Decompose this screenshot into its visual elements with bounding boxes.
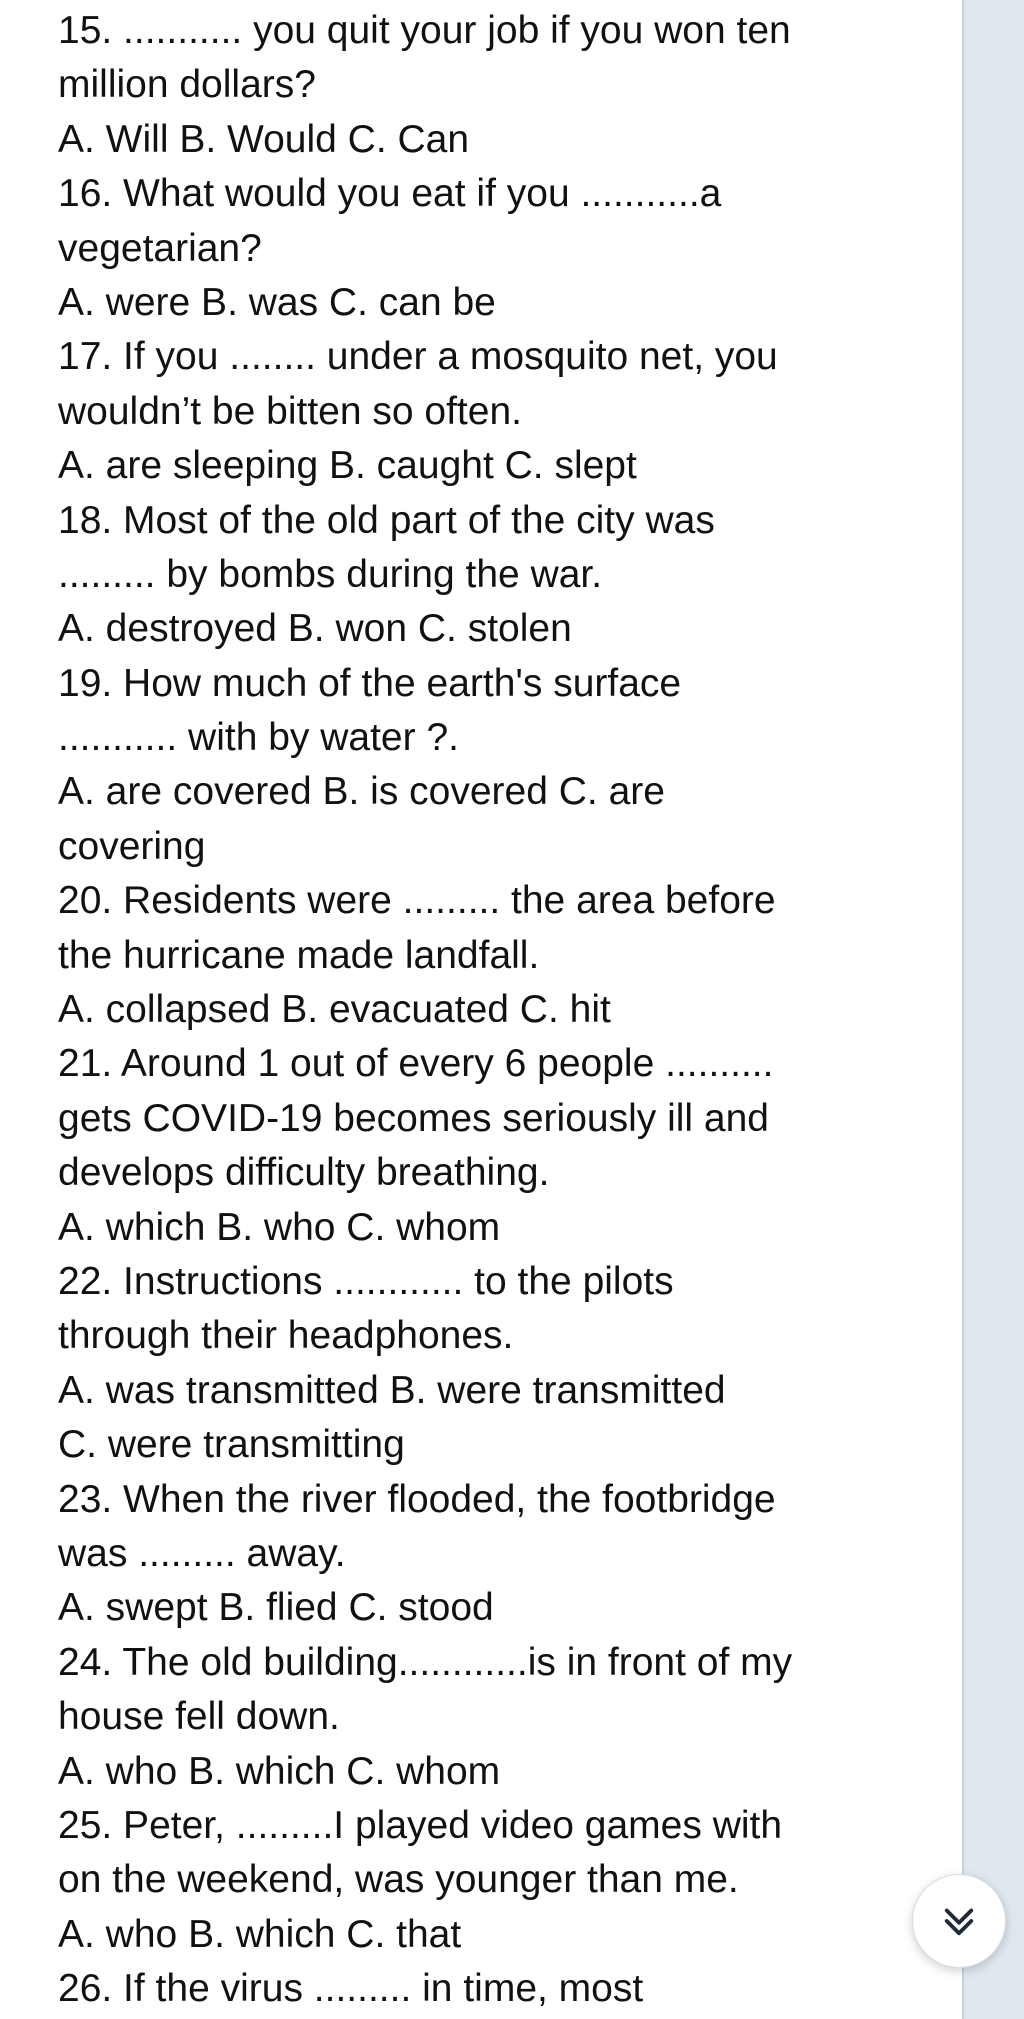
message-line: 15. ........... you quit your job if you won ten [58, 9, 791, 52]
message-line: A. swept B. flied C. stood [58, 1586, 494, 1630]
message-line: 20. Residents were ......... the area before [58, 879, 776, 923]
message-line: A. who B. which C. that [58, 1912, 462, 1956]
message-line: million dollars? [58, 63, 316, 107]
message-line: 19. How much of the earth's surface [58, 661, 682, 705]
message-line: through their headphones. [58, 1314, 514, 1358]
message-line: A. were B. was C. can be [58, 280, 496, 324]
double-chevron-down-icon [938, 1900, 980, 1942]
message-line: A. who B. which C. whom [58, 1749, 501, 1793]
message-line: A. collapsed B. evacuated C. hit [58, 988, 611, 1032]
message-line: A. was transmitted B. were transmitted [58, 1368, 726, 1412]
message-line: vegetarian? [58, 226, 262, 270]
message-line: 24. The old building............is in front of my [58, 1640, 793, 1684]
message-line: A. which B. who C. whom [58, 1205, 501, 1249]
message-line: A. destroyed B. won C. stolen [58, 607, 572, 651]
message-line: on the weekend, was younger than me. [58, 1858, 739, 1902]
message-line: 17. If you ........ under a mosquito net, you [58, 335, 778, 379]
message-line: 23. When the river flooded, the footbridge [58, 1477, 776, 1521]
message-line: ......... by bombs during the war. [58, 552, 603, 596]
message-line: wouldn’t be bitten so often. [58, 389, 522, 433]
message-line: A. are sleeping B. caught C. slept [58, 444, 637, 488]
message-line: covering [58, 824, 206, 868]
scroll-down-button[interactable] [912, 1874, 1006, 1968]
message-line: 25. Peter, .........I played video games with [58, 1803, 783, 1847]
message-line: the hurricane made landfall. [58, 933, 540, 977]
message-line: gets COVID-19 becomes seriously ill and [58, 1096, 769, 1140]
message-line: 21. Around 1 out of every 6 people .......... [58, 1042, 774, 1086]
message-line: A. are covered B. is covered C. are [58, 770, 665, 814]
message-line: develops difficulty breathing. [58, 1151, 550, 1195]
message-line: A. Will B. Would C. Can [58, 117, 470, 161]
message-line: house fell down. [58, 1695, 340, 1739]
message-line: 26. If the virus ......... in time, most [58, 1967, 644, 2011]
message-text [58, 4, 958, 2016]
message-line: 22. Instructions ............ to the pilots [58, 1259, 674, 1303]
message-line: 18. Most of the old part of the city was [58, 498, 715, 542]
message-line: C. were transmitting [58, 1423, 405, 1467]
message-line: was ......... away. [58, 1531, 346, 1575]
message-line: 16. What would you eat if you ...........a [58, 172, 722, 216]
message-line: ........... with by water ?. [58, 716, 459, 760]
